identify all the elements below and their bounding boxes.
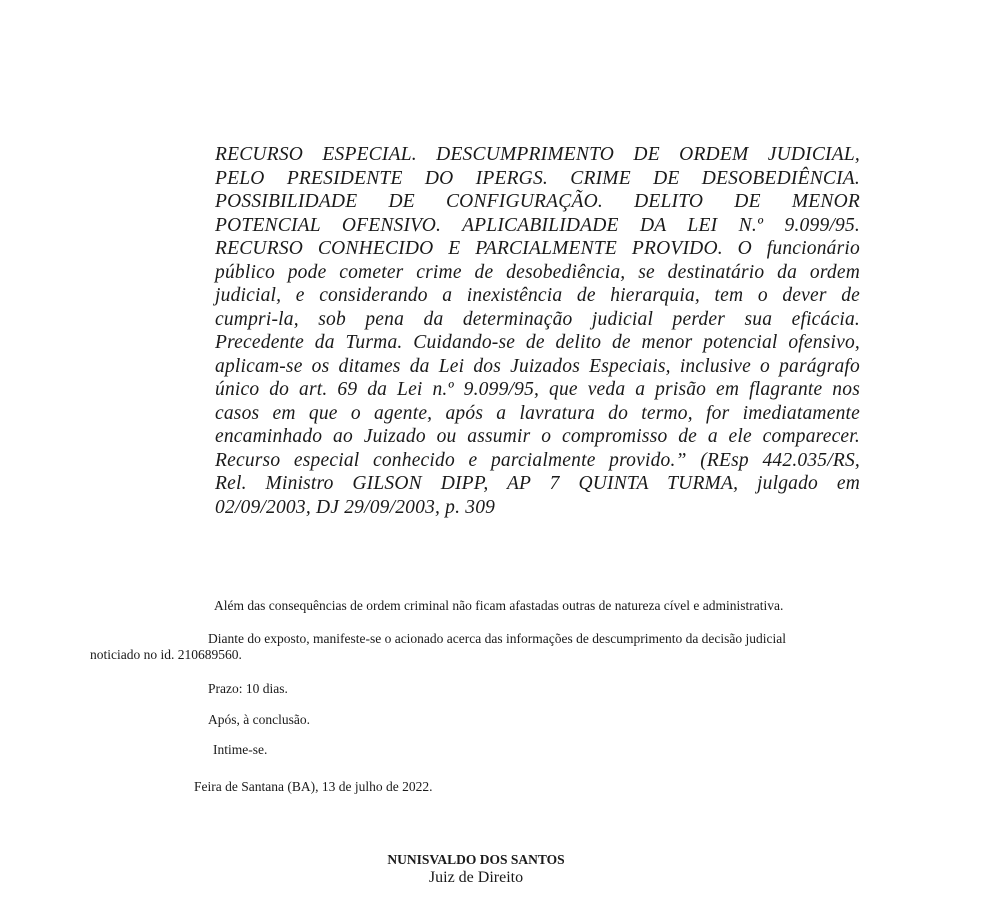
- paragraph-conclusion: Após, à conclusão.: [208, 712, 310, 727]
- quote-line: PELO PRESIDENTE DO IPERGS. CRIME DE DESOBEDIÊNCIA.: [215, 167, 860, 189]
- signature-role: Juiz de Direito: [428, 869, 524, 886]
- quote-line: Recurso especial conhecido e parcialmente provido.” (REsp 442.035/RS,: [215, 449, 860, 471]
- quote-line: aplicam-se os ditames da Lei dos Juizados Especiais, inclusive o parágrafo: [215, 355, 860, 377]
- quote-line: casos em que o agente, após a lavratura do termo, for imediatamente: [215, 402, 860, 424]
- paragraph-expose-line2: noticiado no id. 210689560.: [90, 647, 242, 662]
- quote-line: judicial, e considerando a inexistência de hierarquia, tem o dever de: [215, 285, 860, 306]
- place-date: Feira de Santana (BA), 13 de julho de 2022.: [194, 779, 433, 794]
- quote-line: Precedente da Turma. Cuidando-se de delito de menor potencial ofensivo,: [215, 332, 860, 353]
- quote-line: POTENCIAL OFENSIVO. APLICABILIDADE DA LEI N.º 9.099/95.: [215, 214, 860, 236]
- quote-line: Rel. Ministro GILSON DIPP, AP 7 QUINTA TURMA, julgado em: [215, 473, 860, 494]
- paragraph-deadline: Prazo: 10 dias.: [208, 681, 288, 696]
- paragraph-expose-line1: Diante do exposto, manifeste-se o acionado acerca das informações de descumprimento da decisão judicial: [208, 631, 787, 646]
- paragraph-notify: Intime-se.: [213, 742, 268, 757]
- quote-line: 02/09/2003, DJ 29/09/2003, p. 309: [215, 496, 496, 518]
- jurisprudence-quote: [215, 143, 860, 519]
- quote-line: encaminhado ao Juizado ou assumir o compromisso de a ele comparecer.: [215, 426, 860, 447]
- quote-line: RECURSO CONHECIDO E PARCIALMENTE PROVIDO. O funcionário: [215, 238, 860, 259]
- quote-line: RECURSO ESPECIAL. DESCUMPRIMENTO DE ORDEM JUDICIAL,: [215, 144, 860, 165]
- paragraph-consequences: Além das consequências de ordem criminal não ficam afastadas outras de natureza cível e administrativa.: [214, 598, 784, 613]
- quote-line: cumpri-la, sob pena da determinação judicial perder sua eficácia.: [215, 308, 860, 330]
- signature-name: NUNISVALDO DOS SANTOS: [387, 852, 565, 867]
- quote-line: único do art. 69 da Lei n.º 9.099/95, que veda a prisão em flagrante nos: [215, 379, 860, 400]
- quote-line: público pode cometer crime de desobediência, se destinatário da ordem: [215, 261, 860, 283]
- quote-line: POSSIBILIDADE DE CONFIGURAÇÃO. DELITO DE MENOR: [215, 191, 860, 212]
